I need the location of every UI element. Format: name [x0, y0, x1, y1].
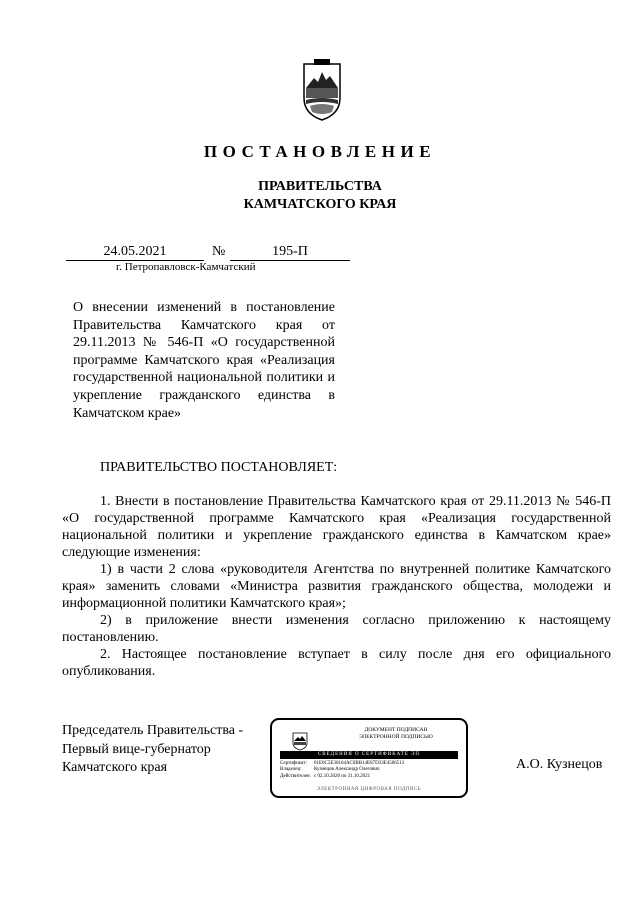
document-date: 24.05.2021 — [66, 244, 204, 261]
stamp-row-value: Кузнецов Александр Олегович — [314, 767, 380, 773]
number-sign: № — [212, 244, 226, 259]
signatory-name: А.О. Кузнецов — [516, 757, 603, 772]
stamp-footer: ЭЛЕКТРОННАЯ ЦИФРОВАЯ ПОДПИСЬ — [316, 787, 422, 792]
stamp-emblem-icon — [292, 731, 308, 751]
issuer — [0, 178, 640, 214]
document-subject: О внесении изменений в постановление Правительства Камчатского края от 29.11.2013 № 546-П «О государственной программе Камчатского края «Реализация государственной национальной политики и укрепление гражданского единства в Камчатском крае» — [73, 300, 335, 421]
stamp-heading-line-1: ДОКУМЕНТ ПОДПИСАН — [364, 727, 428, 733]
stamp-certificate-bar: СВЕДЕНИЯ О СЕРТИФИКАТЕ ЭП — [280, 751, 458, 759]
decree-heading: ПРАВИТЕЛЬСТВО ПОСТАНОВЛЯЕТ: — [100, 460, 338, 475]
issuer-line-1: ПРАВИТЕЛЬСТВА — [258, 179, 382, 194]
stamp-row-value: с 02.10.2020 по 31.10.2021 — [314, 773, 371, 779]
electronic-signature-stamp — [270, 718, 468, 798]
issuer-line-2: КАМЧАТСКОГО КРАЯ — [243, 197, 397, 212]
position-line-2: Первый вице-губернатор — [62, 741, 211, 757]
document-title: ПОСТАНОВЛЕНИЕ — [203, 142, 437, 161]
paragraph: 2. Настоящее постановление вступает в силу после дня его официального опубликования. — [62, 647, 611, 679]
signatory-position — [62, 722, 243, 778]
stamp-row — [280, 774, 404, 780]
stamp-row-key: Действителен: — [280, 773, 311, 779]
paragraph: 2) в приложение внести изменения согласно приложению к настоящему постановлению. — [62, 613, 611, 645]
document-number: 195-П — [230, 244, 350, 261]
document-city: г. Петропавловск-Камчатский — [116, 261, 256, 273]
stamp-heading-line-2: ЭЛЕКТРОННОЙ ПОДПИСЬЮ — [359, 733, 433, 740]
paragraph: 1. Внести в постановление Правительства Камчатского края от 29.11.2013 № 546-П «О государственной программе Камчатского края «Реализация государственной национальной политики и укрепление гражданского единства в Камчатском крае» следующие изменения: — [62, 494, 611, 560]
position-line-1: Председатель Правительства - — [62, 723, 244, 738]
stamp-certificate-details — [280, 761, 404, 780]
kamchatka-coat-of-arms-icon — [300, 58, 344, 122]
position-line-3: Камчатского края — [62, 760, 168, 775]
document-body — [62, 493, 611, 680]
paragraph: 1) в части 2 слова «руководителя Агентства по внутренней политике Камчатского края» заменить словами «Министра развития гражданского общества, молодежи и информационной политики Камчатского края»; — [62, 562, 611, 611]
stamp-row-value: 01E6C5E30164AC0BB14E87D33E4506513 — [314, 761, 405, 766]
stamp-row-key: Сертификат: — [280, 761, 307, 766]
stamp-heading — [332, 727, 460, 740]
stamp-row-key: Владелец: — [280, 767, 302, 773]
